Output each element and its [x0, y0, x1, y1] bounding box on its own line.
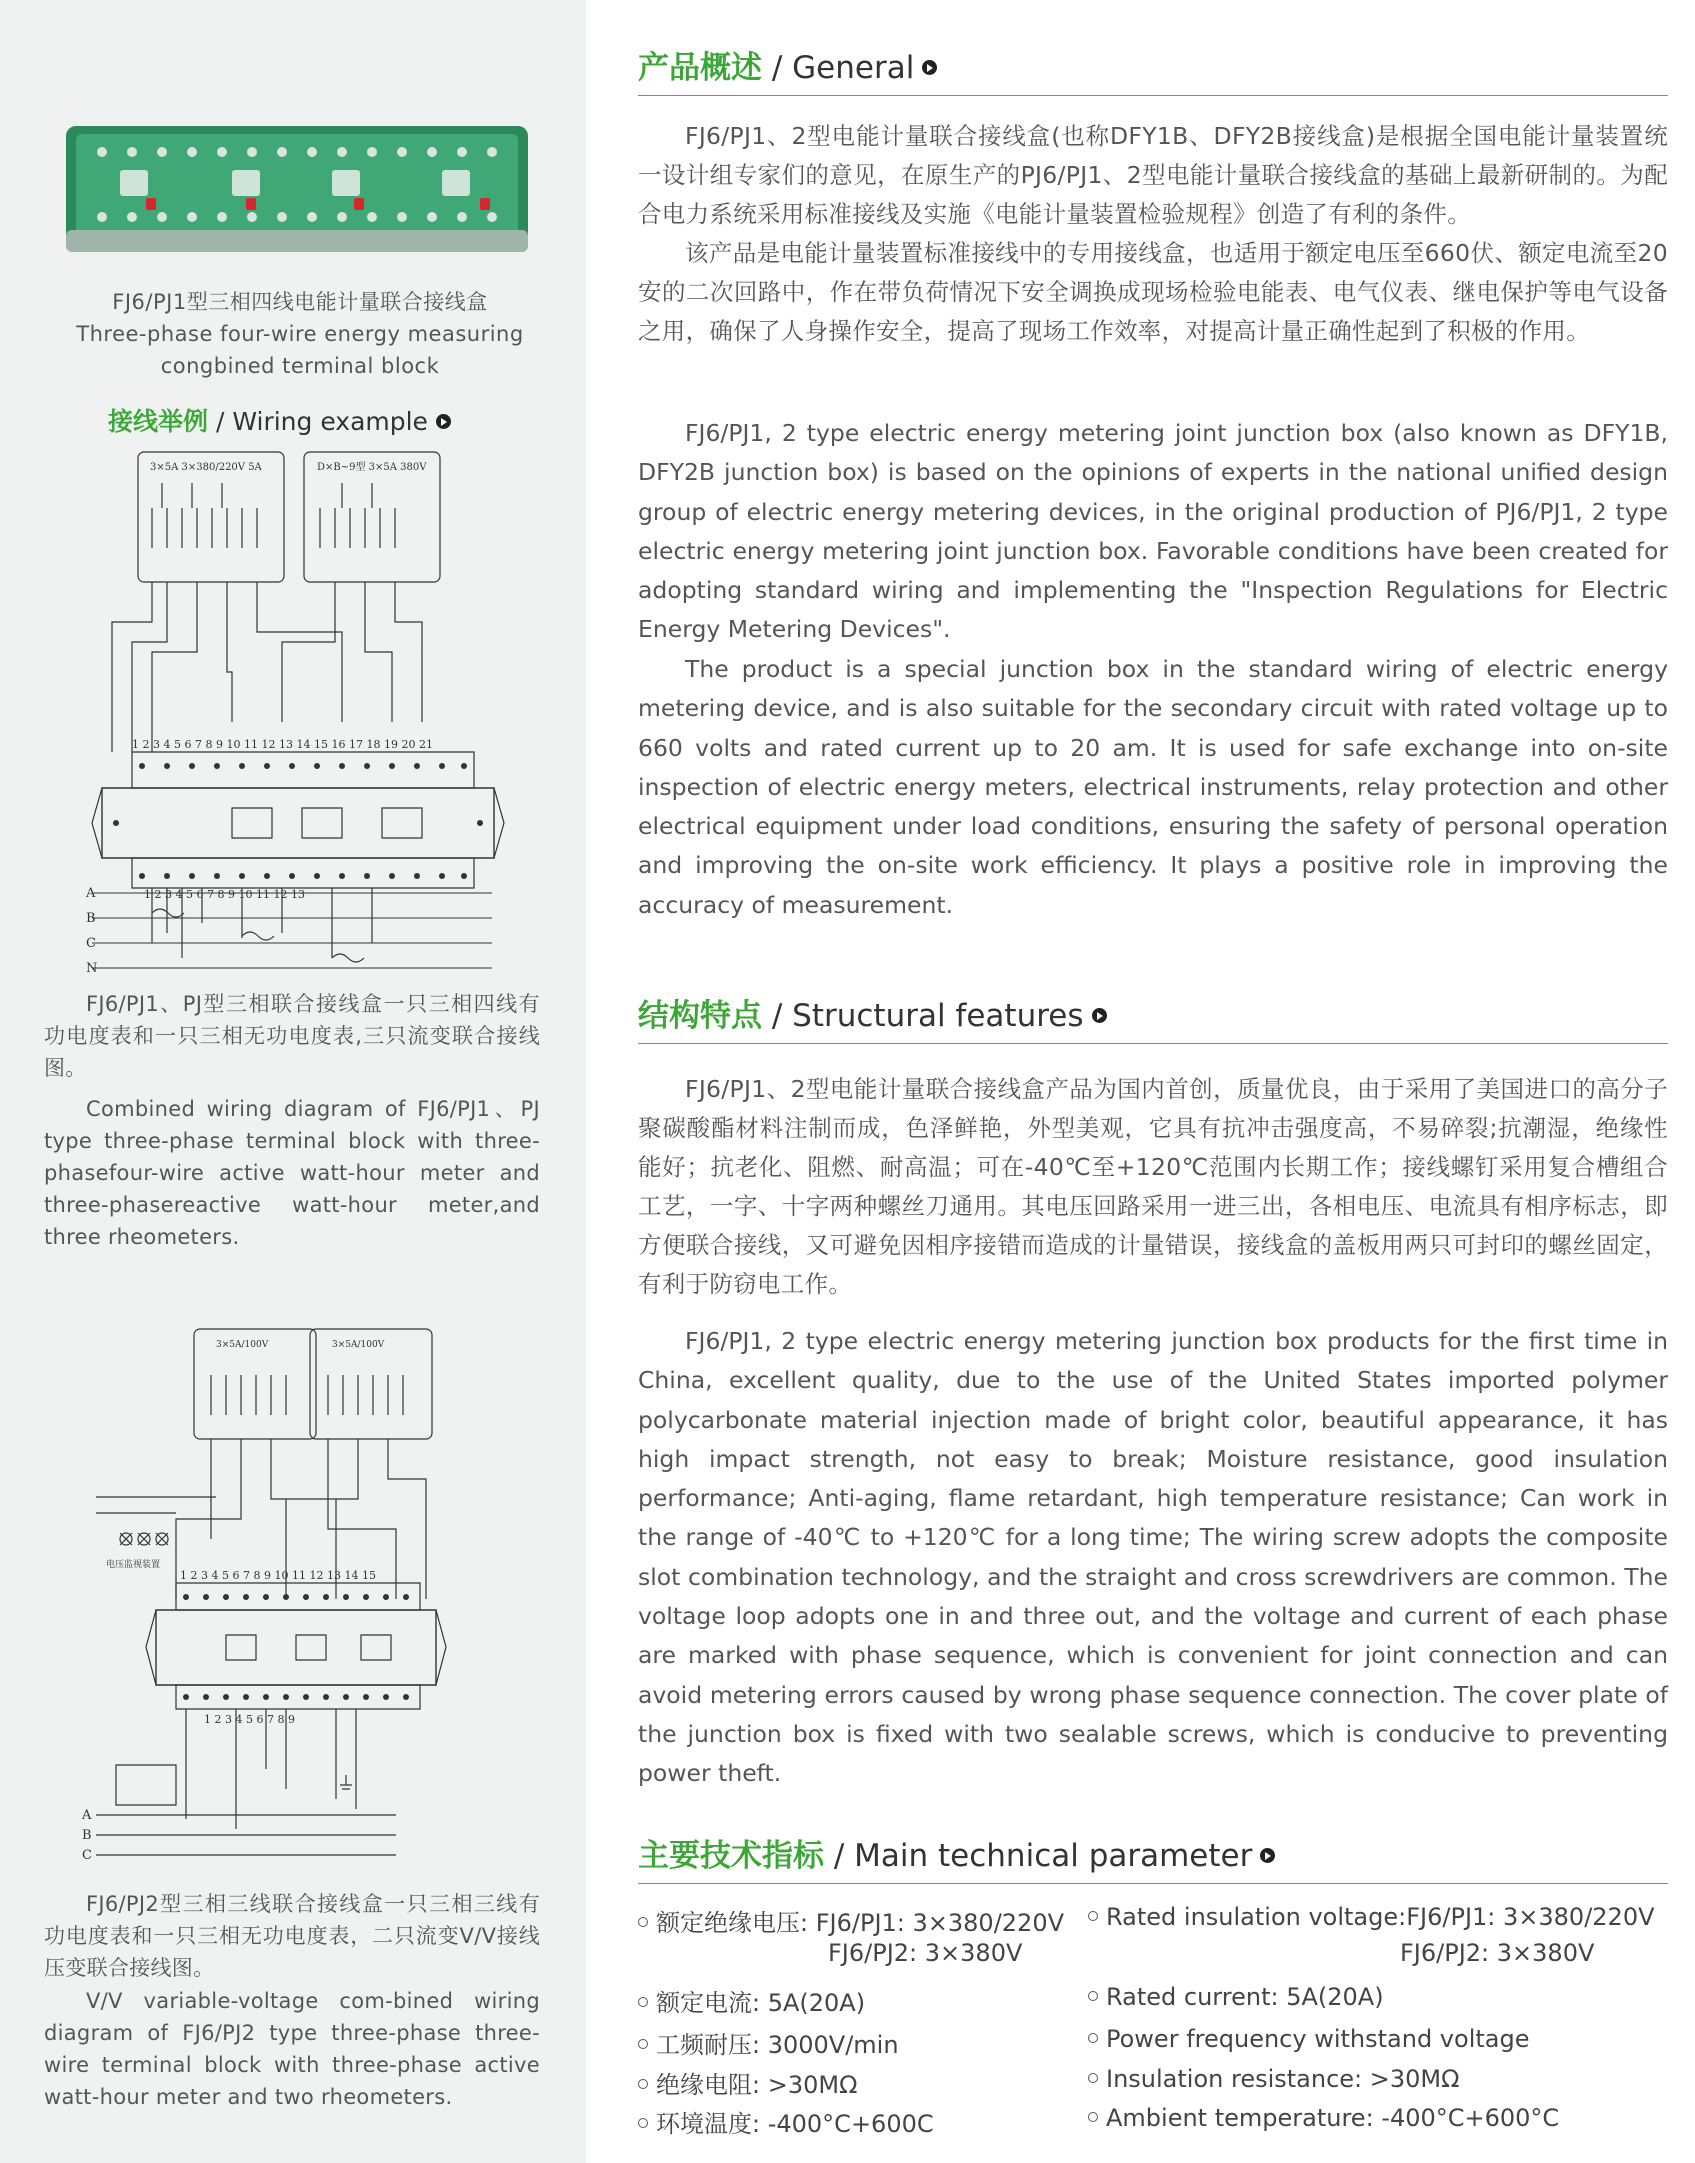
top-number: 7 — [195, 738, 202, 751]
caption1-en: Combined wiring diagram of FJ6/PJ1、PJ type three-phase terminal block with three-phasefour-wire active watt-hour meter and three-phasereactive watt-hour meter,and three rheometers. — [44, 1097, 540, 1249]
param-resistance-en — [1088, 2065, 1459, 2093]
param-insulation-en — [1088, 1903, 1655, 1931]
phase-b-label: B — [86, 911, 96, 926]
svg-text:1 2 3 4 5 6 7 — [144, 888, 305, 901]
top-number: 18 — [366, 738, 381, 751]
caption2-cn: FJ6/PJ2型三相三线联合接线盒一只三相三线有功电度表和一只三相无功电度表，二只流变V/V接线压变联合接线图。 — [44, 1892, 540, 1980]
caption-line-1: FJ6/PJ1型三相四线电能计量联合接线盒 — [112, 290, 488, 314]
param-value: FJ6/PJ1: 3×380/220V — [815, 1909, 1065, 1937]
top-number: 6 — [232, 1569, 240, 1582]
bottom-number: 9 — [228, 888, 235, 901]
param-withstand-cn — [638, 2025, 899, 2060]
top-number: 1 — [132, 738, 139, 751]
param-label: Rated insulation voltage: — [1106, 1903, 1407, 1931]
structural-cn-p: FJ6/PJ1、2型电能计量联合接线盒产品为国内首创，质量优良，由于采用了美国进口的高分子聚碳酸酯材料注制而成，色泽鲜艳，外型美观，它具有抗冲击强度高，不易碎裂;抗潮湿，绝缘性能好；抗老化、阻燃、耐高温；可在-40℃至+120℃范围内长期工作；接线螺钉采用复合槽组合工艺，一字、十字两种螺丝刀通用。其电压回路采用一进三出，各相电压、电流具有相序标志，即方便联合接线，又可避免因相序接错而造成的计量错误，接线盒的盖板用两只可封印的螺丝固定，有利于防窃电工作。 — [638, 1075, 1668, 1298]
monitor-label: 电压监视装置 — [106, 1560, 161, 1570]
bottom-number: 3 — [165, 888, 172, 901]
param-insulation-en-2 — [1400, 1939, 1594, 1967]
param-label: 额定绝缘电压: — [656, 1909, 809, 1937]
top-number: 21 — [419, 738, 433, 751]
svg-text:1 2 3 4 5 6 7 8 9 10 11 12 13 — [180, 1569, 376, 1582]
top-number: 10 — [226, 738, 241, 751]
phase-c-label: C — [86, 936, 96, 951]
bottom-number: 11 — [256, 888, 270, 901]
bottom-number: 4 — [235, 1713, 243, 1726]
box1-label: 3×5A 3×380/220V 5A — [150, 462, 262, 473]
left-panel — [0, 0, 586, 2163]
arrow-circle-icon — [1260, 1848, 1275, 1863]
general-heading — [638, 42, 1668, 96]
bottom-number: 5 — [246, 1713, 253, 1726]
param-current-cn — [638, 1983, 865, 2018]
structural-title-cn: 结构特点 — [638, 998, 762, 1034]
svg-text:1 2 3 4 5 6 7 8 9 10 11 — [132, 738, 433, 751]
phase-a-label: A — [86, 886, 96, 901]
param-value: Ambient temperature: -400°C+600°C — [1106, 2104, 1560, 2132]
svg-text:1 2 3 4 5 6 7 — [204, 1713, 295, 1726]
top-number: 17 — [349, 738, 363, 751]
bullet-icon — [1088, 1991, 1098, 2001]
caption1-cn: FJ6/PJ1、PJ型三相联合接线盒一只三相四线有功电度表和一只三相无功电度表,三只流变联合接线图。 — [44, 992, 540, 1080]
arrow-circle-icon — [922, 60, 937, 75]
arrow-circle-icon — [436, 414, 451, 429]
bullet-icon — [638, 2118, 648, 2128]
param-value: 环境温度: -400°C+600C — [656, 2110, 934, 2138]
top-number: 12 — [261, 738, 276, 751]
top-number: 8 — [205, 738, 213, 751]
phase-n-label: N — [86, 961, 98, 976]
wiring-title-cn: 接线举例 — [108, 407, 209, 436]
param-value: Rated current: 5A(20A) — [1106, 1983, 1384, 2011]
top-number: 19 — [384, 738, 398, 751]
top-number: 9 — [216, 738, 223, 751]
top-number: 13 — [327, 1569, 341, 1582]
terminal-block-photo — [62, 112, 532, 262]
bottom-number: 4 — [175, 888, 183, 901]
bottom-number: 7 — [207, 888, 214, 901]
bottom-number: 8 — [277, 1713, 285, 1726]
top-number: 13 — [279, 738, 293, 751]
wiring-diagram-1 — [86, 448, 512, 978]
arrow-circle-icon — [1092, 1008, 1107, 1023]
wiring-diagram-2 — [82, 1325, 476, 1870]
top-number: 10 — [274, 1569, 289, 1582]
bottom-number: 7 — [267, 1713, 274, 1726]
bottom-number: 13 — [291, 888, 305, 901]
caption2-en: V/V variable-voltage com-bined wiring diagram of FJ6/PJ2 type three-phase three-wire terminal block with three-phase active watt-hour meter and two rheometers. — [44, 1989, 540, 2109]
top-number: 5 — [174, 738, 181, 751]
param-value: FJ6/PJ2: 3×380V — [1400, 1939, 1595, 1967]
structural-heading — [638, 990, 1668, 1044]
top-number: 9 — [264, 1569, 271, 1582]
wiring-example-title — [108, 402, 451, 438]
bottom-number: 8 — [217, 888, 225, 901]
top-number: 6 — [184, 738, 192, 751]
top-number: 8 — [253, 1569, 261, 1582]
product-caption — [40, 286, 560, 382]
caption-line-3: congbined terminal block — [160, 354, 440, 378]
param-value: 额定电流: 5A(20A) — [656, 1989, 866, 2017]
bullet-icon — [638, 1997, 648, 2007]
bottom-number: 6 — [256, 1713, 264, 1726]
bottom-number: 12 — [273, 888, 288, 901]
top-number: 2 — [142, 738, 150, 751]
bullet-icon — [1088, 2073, 1098, 2083]
param-resistance-cn — [638, 2065, 857, 2100]
param-temperature-cn — [638, 2104, 934, 2139]
top-number: 14 — [344, 1569, 359, 1582]
top-number: 11 — [292, 1569, 306, 1582]
top-number: 4 — [211, 1569, 219, 1582]
parameters-title-en: / Main technical parameter — [824, 1838, 1253, 1874]
top-number: 11 — [244, 738, 258, 751]
param-withstand-en — [1088, 2025, 1529, 2053]
general-title-cn: 产品概述 — [638, 50, 762, 86]
bullet-icon — [1088, 1911, 1098, 1921]
box2-label: D×B~9型 3×5A 380V — [317, 462, 427, 473]
bullet-icon — [638, 1917, 648, 1927]
box2-label: 3×5A/100V — [332, 1340, 385, 1350]
top-number: 3 — [153, 738, 160, 751]
bottom-number: 10 — [238, 888, 253, 901]
param-value: FJ6/PJ1: 3×380/220V — [1406, 1903, 1655, 1931]
parameters-title-cn: 主要技术指标 — [638, 1838, 824, 1874]
bottom-number: 2 — [214, 1713, 222, 1726]
phase-c-label: C — [82, 1848, 92, 1863]
structural-en-p: FJ6/PJ1, 2 type electric energy metering junction box products for the first time in China, excellent quality, due to the use of the United States imported polymer polycarbonate material injection made of bright color, beautiful appearance, it has high impact strength, not easy to break; Moisture resistance, good insulation performance; Anti-aging, flame retardant, high temperature resistance; Can work in the range of -40℃ to +120℃ for a long time; The wiring screw adopts the composite slot combination technology, and the straight and cross screwdrivers are common. The voltage loop adopts one in and three out, and the voltage and current of each phase are marked with phase sequence, which is convenient for joint connection and can avoid metering errors caused by wrong phase sequence connection. The cover plate of the junction box is fixed with two sealable screws, which is conducive to preventing power theft. — [638, 1327, 1668, 1788]
top-number: 4 — [163, 738, 171, 751]
top-number: 20 — [401, 738, 416, 751]
bullet-icon — [638, 2079, 648, 2089]
param-value: 绝缘电阻: >30MΩ — [656, 2071, 858, 2099]
bottom-number: 1 — [204, 1713, 211, 1726]
general-title-en: / General — [762, 50, 915, 86]
bottom-number: 6 — [196, 888, 204, 901]
bottom-number: 1 — [144, 888, 151, 901]
structural-title-en: / Structural features — [762, 998, 1084, 1034]
bottom-number: 2 — [154, 888, 162, 901]
top-number: 1 — [180, 1569, 187, 1582]
param-value: Insulation resistance: >30MΩ — [1106, 2065, 1460, 2093]
top-number: 5 — [222, 1569, 229, 1582]
box1-label: 3×5A/100V — [216, 1340, 269, 1350]
bullet-icon — [1088, 2033, 1098, 2043]
top-number: 15 — [362, 1569, 376, 1582]
general-en-p2: The product is a special junction box in the standard wiring of electric energy metering device, and is also suitable for the secondary circuit with rated voltage up to 660 volts and rated current up to 20 am. It is used for safe exchange into on-site inspection of electric energy meters, electrical instruments, relay protection and other electrical equipment under load conditions, ensuring the safety of personal operation and improving the on-site work efficiency. It plays a positive role in improving the accuracy of measurement. — [638, 655, 1668, 919]
param-temperature-en — [1088, 2104, 1559, 2132]
top-number: 12 — [309, 1569, 324, 1582]
param-insulation-cn-2 — [828, 1939, 1022, 1967]
top-number: 16 — [331, 738, 346, 751]
param-value: 工频耐压: 3000V/min — [656, 2031, 899, 2059]
param-current-en — [1088, 1983, 1384, 2011]
bottom-number: 9 — [288, 1713, 295, 1726]
phase-a-label: A — [82, 1808, 92, 1823]
top-number: 7 — [243, 1569, 250, 1582]
general-cn-p2: 该产品是电能计量装置标准接线中的专用接线盒，也适用于额定电压至660伏、额定电流至20安的二次回路中，作在带负荷情况下安全调换成现场检验电能表、电气仪表、继电保护等电气设备之用，确保了人身操作安全，提高了现场工作效率，对提高计量正确性起到了积极的作用。 — [638, 239, 1668, 345]
parameters-heading — [638, 1830, 1668, 1884]
param-insulation-cn — [638, 1903, 1064, 1938]
bottom-number: 3 — [225, 1713, 232, 1726]
top-number: 15 — [314, 738, 328, 751]
general-cn-p1: FJ6/PJ1、2型电能计量联合接线盒(也称DFY1B、DFY2B接线盒)是根据全国电能计量装置统一设计组专家们的意见，在原生产的PJ6/PJ1、2型电能计量联合接线盒的基础上最新研制的。为配合电力系统采用标准接线及实施《电能计量装置检验规程》创造了有利的条件。 — [638, 122, 1668, 228]
param-value: Power frequency withstand voltage — [1106, 2025, 1530, 2053]
param-value: FJ6/PJ2: 3×380V — [828, 1939, 1023, 1967]
wiring-title-en: / Wiring example — [208, 407, 428, 436]
top-number: 14 — [296, 738, 311, 751]
bottom-number: 5 — [186, 888, 193, 901]
top-number: 2 — [190, 1569, 198, 1582]
bullet-icon — [638, 2039, 648, 2049]
phase-b-label: B — [82, 1828, 92, 1843]
top-number: 3 — [201, 1569, 208, 1582]
bullet-icon — [1088, 2112, 1098, 2122]
general-en-p1: FJ6/PJ1, 2 type electric energy metering joint junction box (also known as DFY1B, DFY2B junction box) is based on the opinions of experts in the national unified design group of electric energy metering devices, in the original production of PJ6/PJ1, 2 type electric energy metering joint junction box. Favorable conditions have been created for adopting standard wiring and implementing the "Inspection Regulations for Electric Energy Metering Devices". — [638, 419, 1668, 644]
caption-line-2: Three-phase four-wire energy measuring — [76, 322, 524, 346]
